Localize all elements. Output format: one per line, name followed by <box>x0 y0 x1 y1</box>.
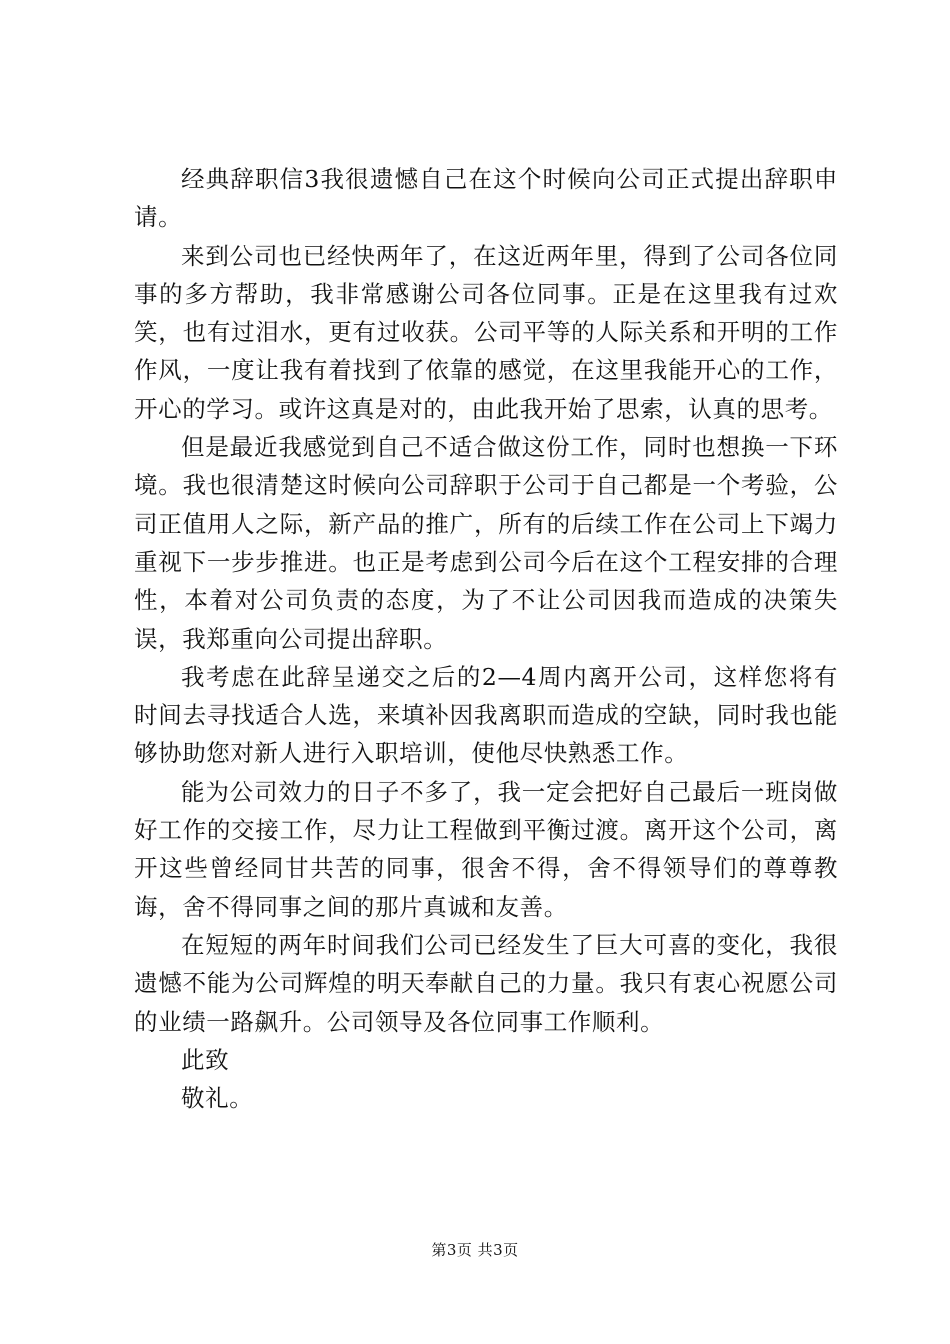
paragraph-wishes: 在短短的两年时间我们公司已经发生了巨大可喜的变化，我很遗憾不能为公司辉煌的明天奉献自己的力量。我只有衷心祝愿公司的业绩一路飙升。公司领导及各位同事工作顺利。 <box>134 930 838 1036</box>
closing-salutation: 此致 <box>181 1045 230 1074</box>
closing-regards: 敬礼。 <box>181 1084 254 1113</box>
paragraph-reason: 但是最近我感觉到自己不适合做这份工作，同时也想换一下环境。我也很清楚这时候向公司辞职于公司于自己都是一个考验，公司正值用人之际，新产品的推广，所有的后续工作在公司上下竭力重视下一步步推进。也正是考虑到公司今后在这个工程安排的合理性，本着对公司负责的态度，为了不让公司因我而造成的决策失误，我郑重向公司提出辞职。 <box>134 433 838 653</box>
paragraph-opening: 经典辞职信3我很遗憾自己在这个时候向公司正式提出辞职申请。 <box>134 165 838 232</box>
paragraph-gratitude: 来到公司也已经快两年了，在这近两年里，得到了公司各位同事的多方帮助，我非常感谢公司各位同事。正是在这里我有过欢笑，也有过泪水，更有过收获。公司平等的人际关系和开明的工作作风，一度让我有着找到了依靠的感觉，在这里我能开心的工作，开心的学习。或许这真是对的，由此我开始了思索，认真的思考。 <box>134 241 838 423</box>
paragraph-timeline: 我考虑在此辞呈递交之后的2—4周内离开公司，这样您将有时间去寻找适合人选，来填补因我离职而造成的空缺，同时我也能够协助您对新人进行入职培训，使他尽快熟悉工作。 <box>134 662 838 768</box>
letter-body <box>134 160 838 1117</box>
page-number-footer: 第3页 共3页 <box>431 1241 519 1259</box>
paragraph-handover: 能为公司效力的日子不多了，我一定会把好自己最后一班岗做好工作的交接工作，尽力让工程做到平衡过渡。离开这个公司，离开这些曾经同甘共苦的同事，很舍不得，舍不得领导们的尊尊教诲，舍不得同事之间的那片真诚和友善。 <box>134 777 838 921</box>
